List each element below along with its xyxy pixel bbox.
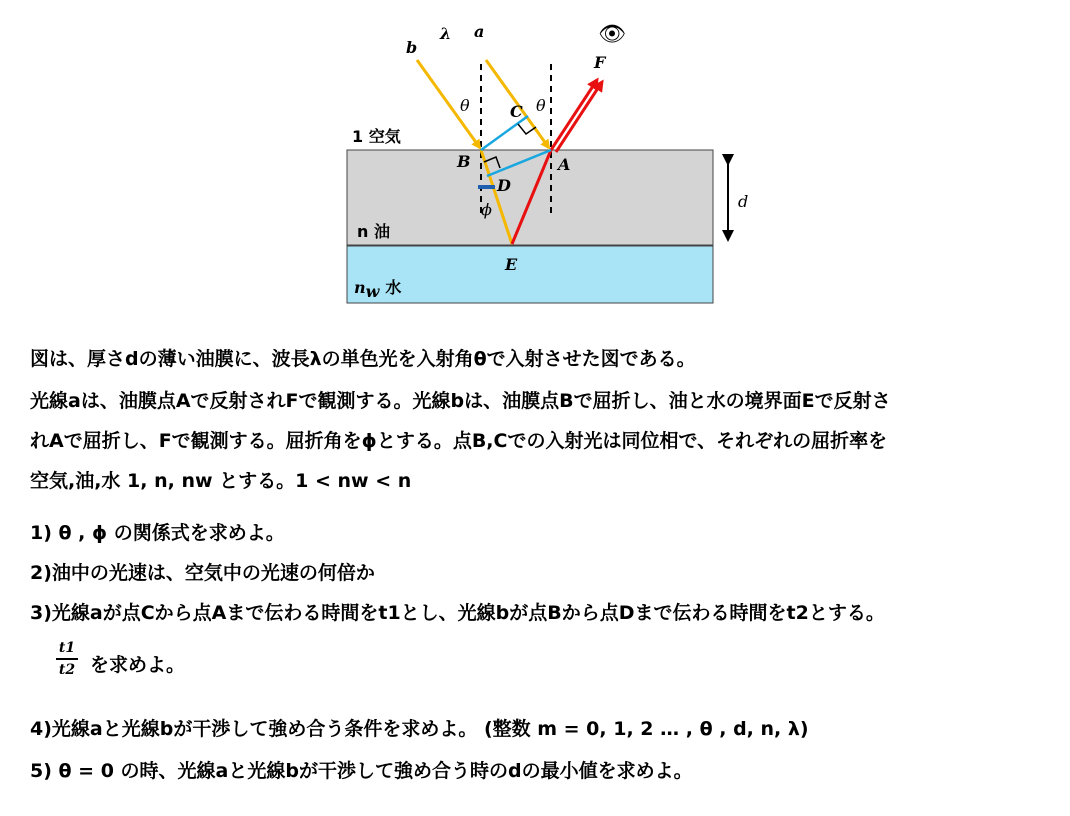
fraction-denominator: t2 <box>58 662 76 678</box>
eye-icon: 👁 <box>598 22 626 47</box>
label-air: 1 空気 <box>352 127 401 146</box>
label-A: A <box>558 155 571 174</box>
paragraph-line-1: 図は、厚さdの薄い油膜に、波長λの単色光を入射角θで入射させた図である。 <box>30 348 696 370</box>
fraction-t1-t2 <box>56 640 78 678</box>
question-3-suffix: を求めよ。 <box>90 654 186 676</box>
label-theta-left: θ <box>460 96 470 115</box>
wavefront-bc <box>481 116 528 150</box>
water-subscript: w <box>365 282 380 301</box>
paragraph-line-3: れAで屈折し、Fで観測する。屈折角をϕとする。点B,Cでの入射光は同位相で、それぞれの屈折率を <box>30 430 888 452</box>
label-B: B <box>457 152 471 171</box>
water-word: 水 <box>385 278 402 297</box>
label-E: E <box>505 255 518 274</box>
label-oil: n 油 <box>357 222 390 241</box>
label-lambda: λ <box>440 24 452 43</box>
label-d: d <box>738 192 749 211</box>
label-a: a <box>474 22 485 41</box>
ray-a-reflected <box>551 80 597 150</box>
fraction-numerator: t1 <box>58 640 76 656</box>
water-symbol: n <box>354 278 366 297</box>
question-5: 5) θ = 0 の時、光線aと光線bが干渉して強め合う時のdの最小値を求めよ。 <box>30 760 693 782</box>
label-C: C <box>510 102 523 121</box>
paragraph-line-4: 空気,油,水 1, n, nw とする。1 < nw < n <box>30 470 412 492</box>
question-4: 4)光線aと光線bが干渉して強め合う条件を求めよ。 (整数 m = 0, 1, 2 … , θ , d, n, λ) <box>30 718 809 740</box>
water-layer <box>347 246 713 303</box>
label-phi: ϕ <box>481 200 492 219</box>
label-F: F <box>594 53 606 72</box>
ray-b-exit <box>556 82 602 152</box>
thin-film-diagram <box>0 0 1070 320</box>
question-1: 1) θ , ϕ の関係式を求めよ。 <box>30 522 285 544</box>
label-theta-right: θ <box>536 96 546 115</box>
ray-b-incident <box>417 60 480 148</box>
question-3: 3)光線aが点Cから点Aまで伝わる時間をt1とし、光線bが点Bから点Dまで伝わる時間をt2とする。 <box>30 602 885 624</box>
label-b: b <box>406 38 418 57</box>
paragraph-line-2: 光線aは、油膜点Aで反射されFで観測する。光線bは、油膜点Bで屈折し、油と水の境界面Eで反射さ <box>30 390 891 412</box>
question-2: 2)油中の光速は、空気中の光速の何倍か <box>30 562 375 584</box>
label-D: D <box>497 176 511 195</box>
